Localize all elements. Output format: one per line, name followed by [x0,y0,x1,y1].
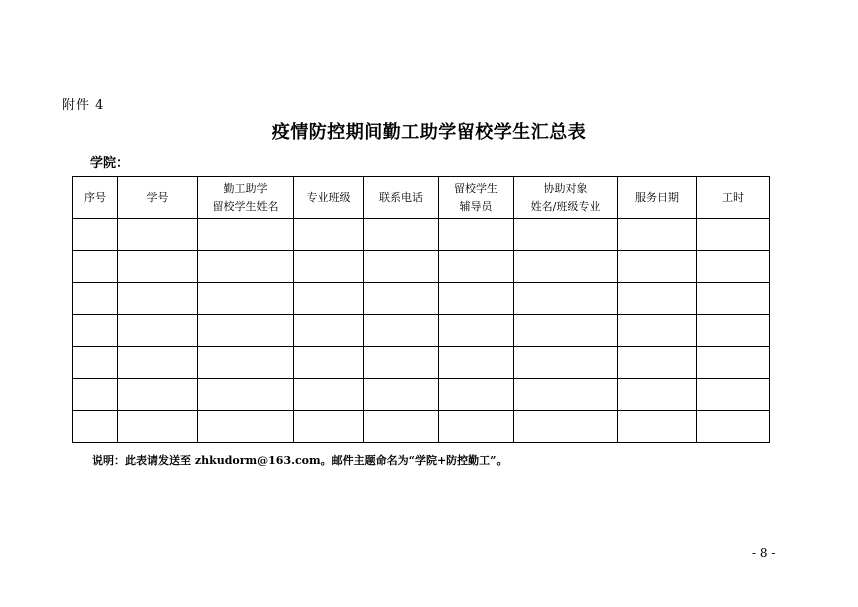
table-row [73,251,770,283]
header-service-date [618,177,697,219]
table-row [73,219,770,251]
table-cell[interactable] [294,251,364,283]
table-cell[interactable] [697,315,770,347]
table-row [73,379,770,411]
header-text: 工时 [722,190,744,204]
table-cell[interactable] [514,411,618,443]
table-cell[interactable] [697,379,770,411]
table-cell[interactable] [514,251,618,283]
table-cell[interactable] [73,315,118,347]
table-cell[interactable] [294,411,364,443]
table-header-row [73,177,770,219]
table-cell[interactable] [118,411,198,443]
table-cell[interactable] [514,219,618,251]
page-number: - 8 - [752,546,776,560]
table-row [73,283,770,315]
table-cell[interactable] [118,379,198,411]
table-cell[interactable] [73,283,118,315]
header-phone [364,177,439,219]
header-student-id [118,177,198,219]
header-text: 联系电话 [379,190,423,204]
attachment-label: 附件 4 [62,98,105,113]
table-cell[interactable] [294,347,364,379]
table-cell[interactable] [618,283,697,315]
table-cell[interactable] [118,283,198,315]
table-cell[interactable] [618,219,697,251]
table-cell[interactable] [118,219,198,251]
table-cell[interactable] [73,411,118,443]
table-cell[interactable] [198,315,294,347]
table-cell[interactable] [118,347,198,379]
table-cell[interactable] [294,283,364,315]
table-cell[interactable] [439,251,514,283]
page-title: 疫情防控期间勤工助学留校学生汇总表 [271,122,587,143]
table-cell[interactable] [697,283,770,315]
table-cell[interactable] [439,283,514,315]
table-cell[interactable] [364,315,439,347]
table-cell[interactable] [514,379,618,411]
table-cell[interactable] [198,411,294,443]
table-cell[interactable] [294,315,364,347]
table-cell[interactable] [697,251,770,283]
table-cell[interactable] [364,219,439,251]
header-text: 专业班级 [306,190,351,204]
header-text: 学号 [146,190,169,204]
table-row [73,315,770,347]
table-cell[interactable] [198,219,294,251]
table-cell[interactable] [198,379,294,411]
header-text: 留校学生 [454,181,498,195]
table-cell[interactable] [514,347,618,379]
table-cell[interactable] [439,379,514,411]
table-cell[interactable] [618,379,697,411]
table-cell[interactable] [439,411,514,443]
table-row [73,411,770,443]
table-cell[interactable] [364,283,439,315]
header-counselor [439,177,514,219]
header-work-hours [697,177,770,219]
table-cell[interactable] [198,347,294,379]
header-major-class [294,177,364,219]
table-cell[interactable] [294,219,364,251]
table-cell[interactable] [198,251,294,283]
table-cell[interactable] [618,315,697,347]
table-cell[interactable] [697,219,770,251]
table-cell[interactable] [364,411,439,443]
table-cell[interactable] [73,347,118,379]
summary-table [72,176,770,443]
table-cell[interactable] [697,347,770,379]
header-text: 勤工助学 [223,181,268,195]
table-cell[interactable] [514,315,618,347]
header-text: 留校学生姓名 [212,199,279,213]
table-cell[interactable] [73,379,118,411]
note-text: 说明：此表请发送至 zhkudorm@163.com。邮件主题命名为“学院+防控勤工”。 [92,454,508,467]
table-cell[interactable] [364,379,439,411]
table-cell[interactable] [514,283,618,315]
header-text: 姓名/班级专业 [530,199,601,213]
header-text: 服务日期 [635,190,679,204]
table-cell[interactable] [73,251,118,283]
table-cell[interactable] [118,251,198,283]
table-cell[interactable] [618,251,697,283]
header-seq [73,177,118,219]
table-cell[interactable] [439,315,514,347]
table-cell[interactable] [439,219,514,251]
table-cell[interactable] [697,411,770,443]
header-text: 序号 [84,190,106,204]
table-cell[interactable] [618,411,697,443]
college-label: 学院： [90,156,130,171]
table-cell[interactable] [294,379,364,411]
table-cell[interactable] [198,283,294,315]
table-cell[interactable] [118,315,198,347]
header-student-name [198,177,294,219]
header-assisted-person [514,177,618,219]
table-cell[interactable] [618,347,697,379]
table-cell[interactable] [73,219,118,251]
header-text: 协助对象 [543,181,588,195]
table-cell[interactable] [364,251,439,283]
header-text: 辅导员 [459,199,493,213]
table-cell[interactable] [439,347,514,379]
table-row [73,347,770,379]
table-cell[interactable] [364,347,439,379]
